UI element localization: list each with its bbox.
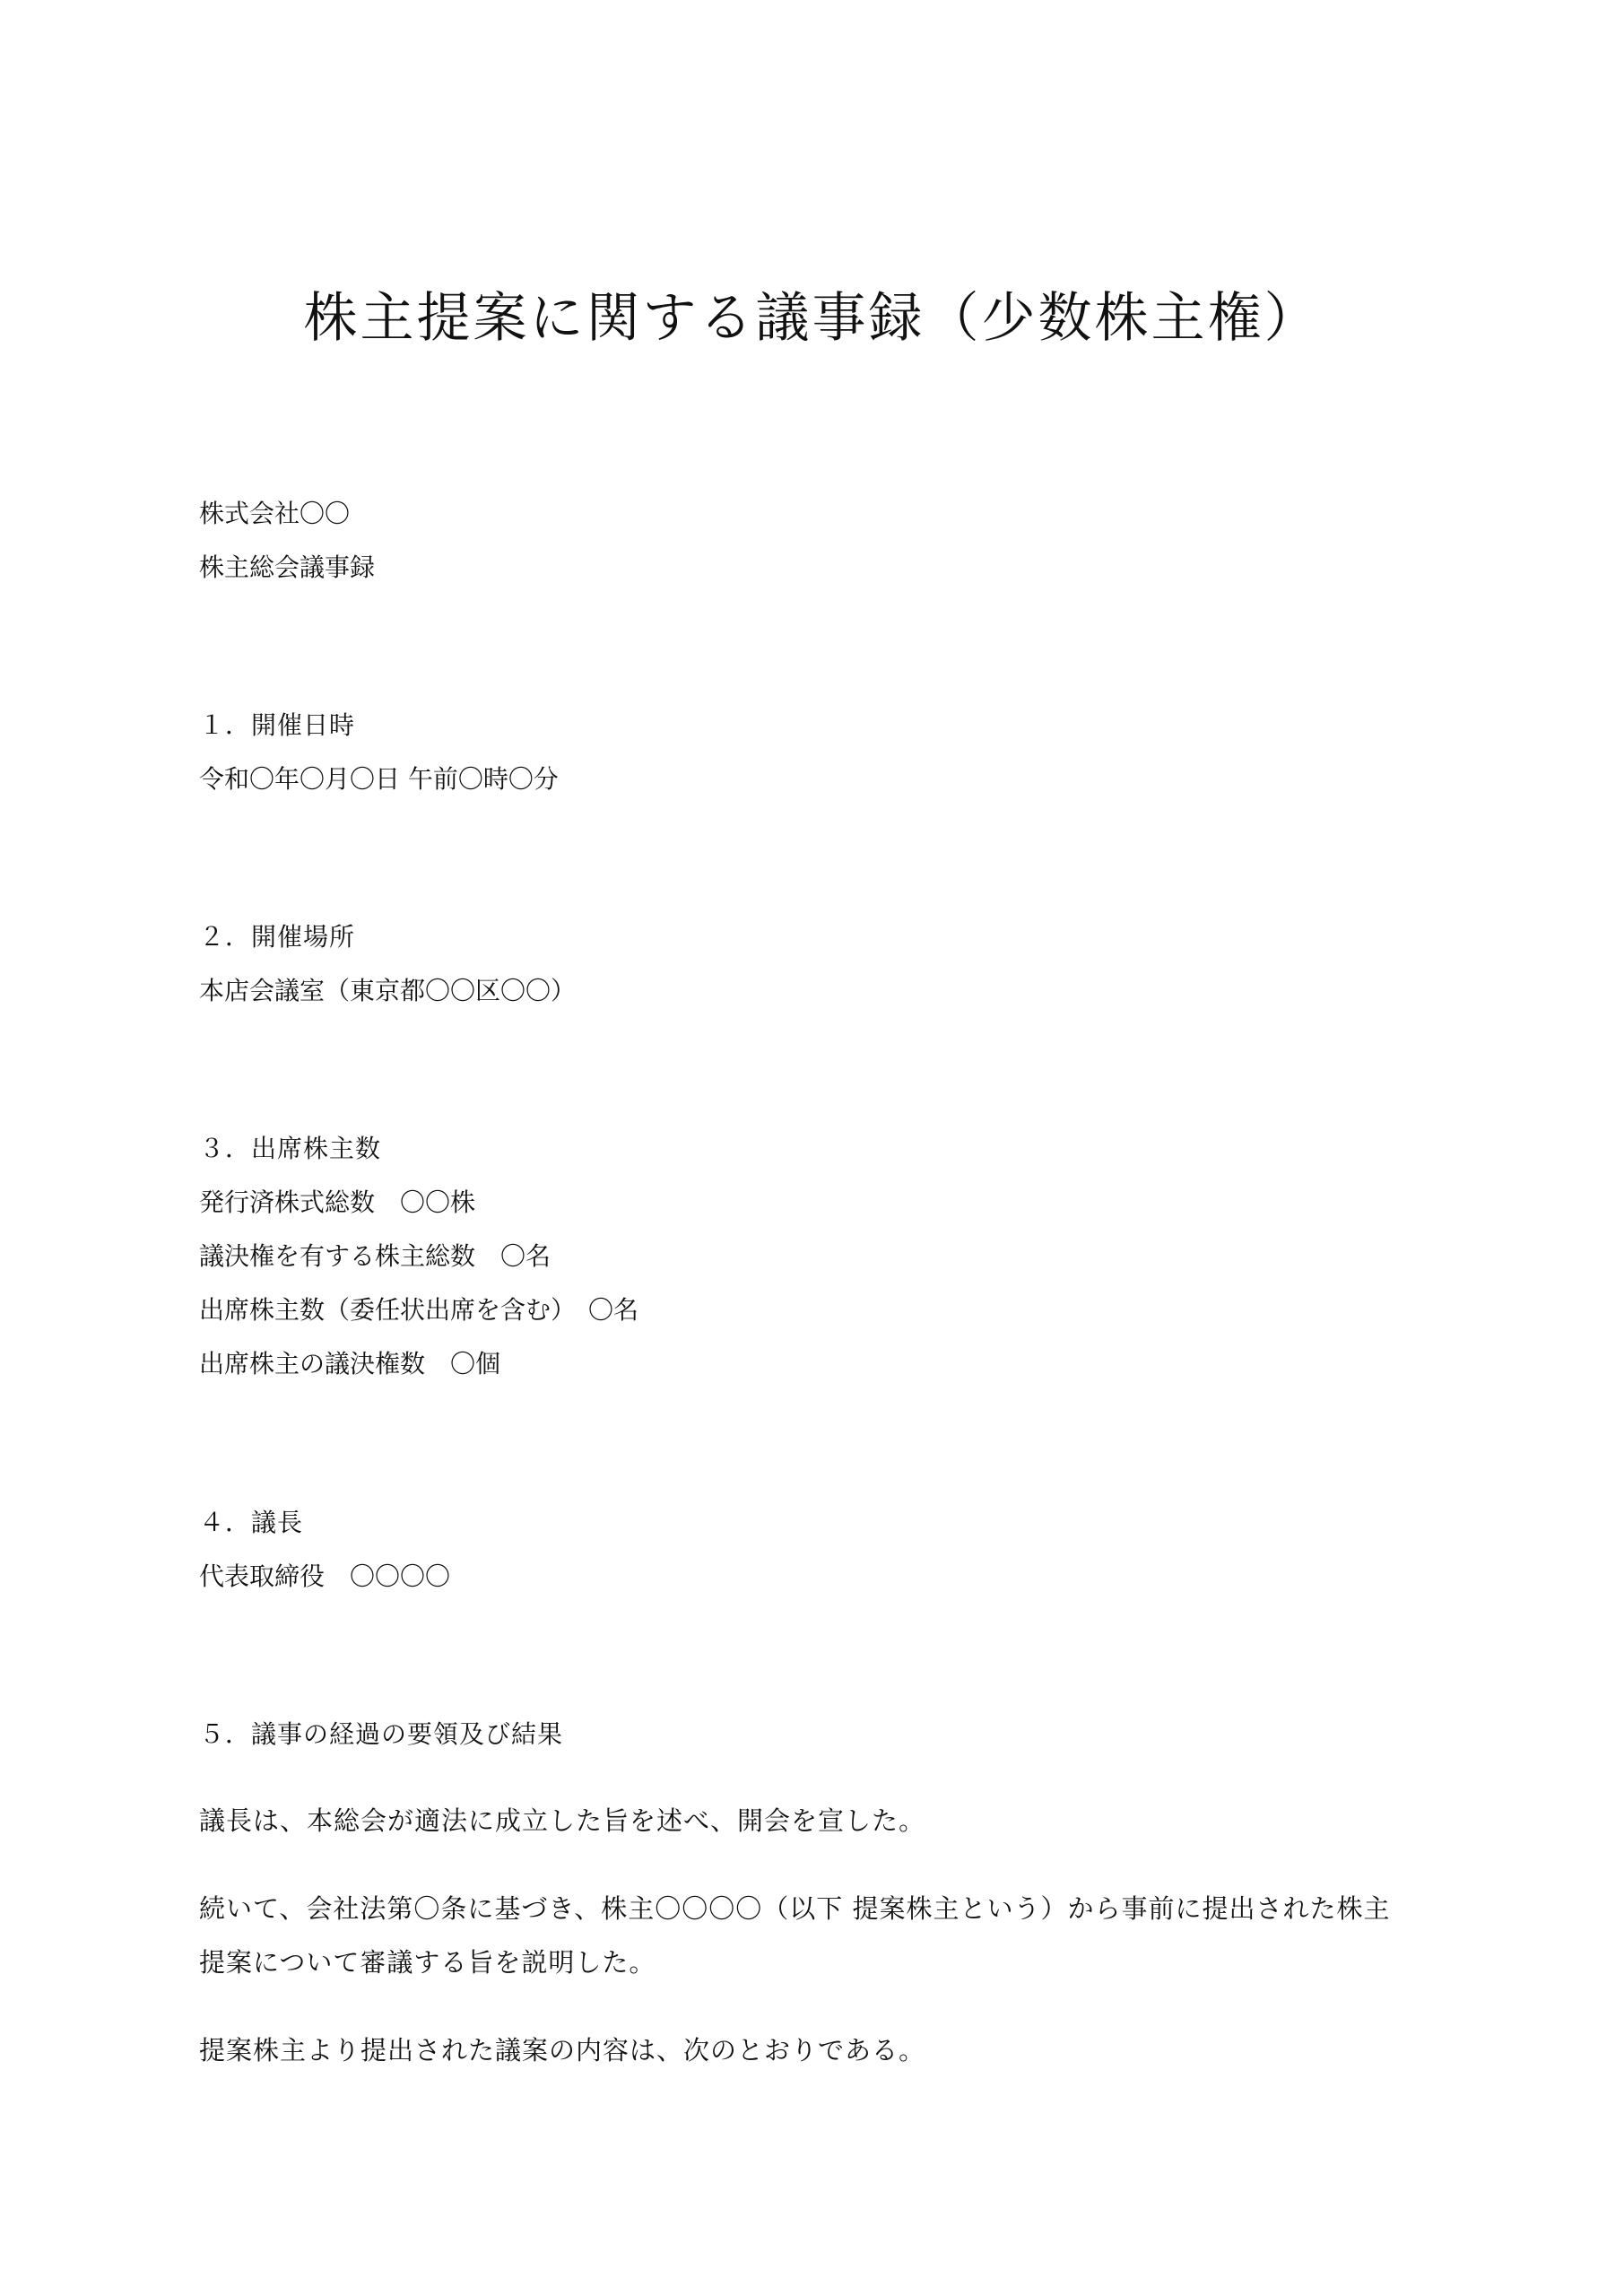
section-place-value: 本店会議室（東京都〇〇区〇〇）: [199, 976, 577, 1005]
proceedings-paragraph-proposal: 提案株主より提出された議案の内容は、次のとおりである。: [199, 2035, 926, 2066]
attendance-issued-shares: 発行済株式総数 〇〇株: [199, 1187, 476, 1217]
attendance-voting-shareholders: 議決権を有する株主総数 〇名: [199, 1241, 551, 1271]
attendance-present-shareholders: 出席株主数（委任状出席を含む） 〇名: [199, 1295, 639, 1325]
minutes-name: 株主総会議事録: [199, 552, 376, 582]
attendance-voting-rights: 出席株主の議決権数 〇個: [199, 1349, 501, 1378]
proceedings-paragraph-explanation-line1: 続いて、会社法第〇条に基づき、株主〇〇〇〇（以下 提案株主という）から事前に提出された株主: [199, 1893, 1391, 1924]
section-chair-heading: ４．議長: [199, 1508, 304, 1537]
proceedings-paragraph-opening: 議長は、本総会が適法に成立した旨を述べ、開会を宣した。: [199, 1805, 926, 1836]
section-proceedings-heading: ５．議事の経過の要領及び結果: [199, 1719, 564, 1749]
document-title: 株主提案に関する議事録（少数株主権）: [303, 287, 1321, 350]
section-chair-value: 代表取締役 〇〇〇〇: [199, 1561, 451, 1591]
section-datetime-heading: １．開催日時: [199, 710, 356, 740]
company-name: 株式会社〇〇: [199, 499, 351, 528]
section-attendance-heading: ３．出席株主数: [199, 1134, 382, 1163]
section-datetime-value: 令和〇年〇月〇日 午前〇時〇分: [199, 764, 559, 794]
section-place-heading: ２．開催場所: [199, 922, 356, 952]
proceedings-paragraph-explanation-line2: 提案について審議する旨を説明した。: [199, 1947, 656, 1978]
